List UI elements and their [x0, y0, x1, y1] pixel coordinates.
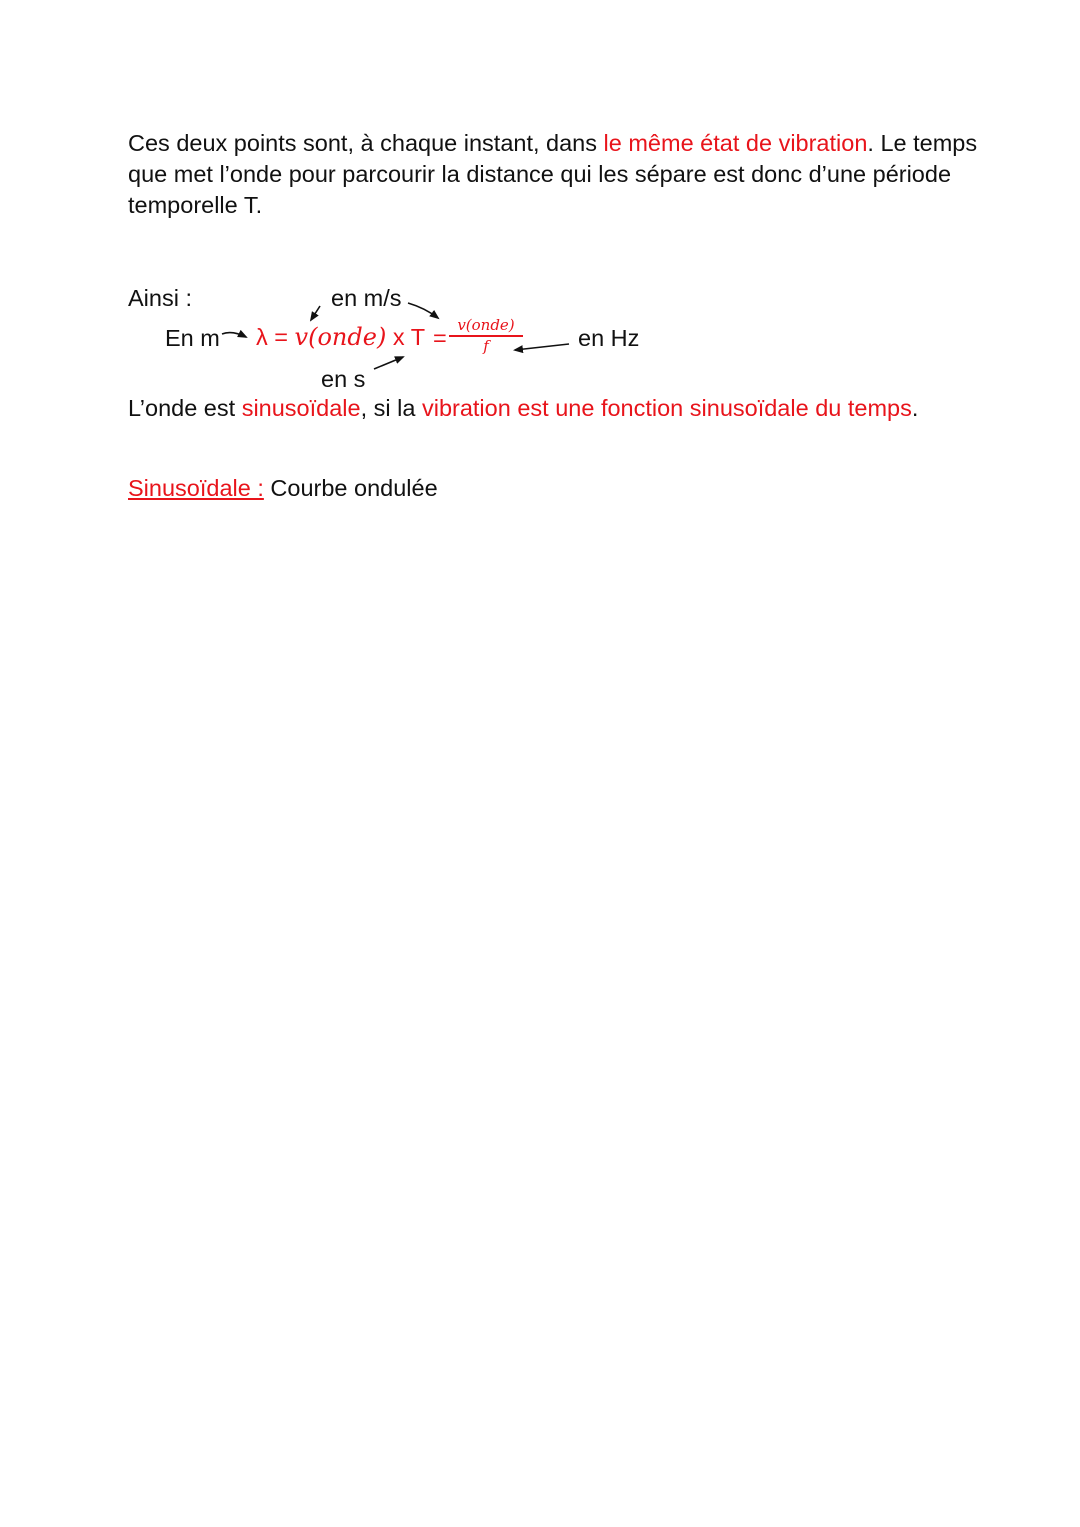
paragraph2-text-end: .: [911, 395, 919, 421]
paragraph2-highlight-sinusoidal: sinusoïdale: [241, 395, 361, 421]
unit-velocity-label: en m/s: [331, 285, 402, 311]
times-period-term: x T: [386, 324, 426, 350]
arrow-period-unit-to-T: [374, 357, 403, 369]
unit-period-label: en s: [321, 366, 366, 392]
definition-sinusoidal: [128, 473, 988, 504]
paragraph2-highlight-vibration: vibration est une fonction sinusoïdale du temps: [421, 395, 912, 421]
unit-lambda-label: En m: [165, 325, 220, 351]
velocity-term: v(onde): [294, 323, 387, 351]
formula-intro: Ainsi :: [128, 285, 192, 311]
paragraph1-highlight: le même état de vibration: [603, 130, 868, 156]
lambda-equals: λ =: [256, 324, 295, 350]
unit-frequency-label: en Hz: [578, 325, 640, 351]
paragraph-sinusoidal-wave: [128, 393, 988, 424]
paragraph2-text-middle: , si la: [360, 395, 422, 421]
definition-text: Courbe ondulée: [263, 475, 438, 501]
equals-sign: =: [433, 325, 447, 351]
arrow-velocity-unit-to-v: [311, 306, 320, 320]
arrow-unit-to-lambda: [222, 333, 246, 337]
paragraph2-text-start: L’onde est: [128, 395, 242, 421]
definition-term: Sinusoïdale :: [128, 475, 264, 501]
fraction-denominator: f: [483, 337, 489, 355]
fraction-numerator: v(onde): [457, 316, 515, 334]
paragraph1-text-start: Ces deux points sont, à chaque instant, dans: [128, 130, 604, 156]
arrow-velocity-unit-to-fraction: [408, 303, 438, 318]
paragraph1-text-end: . Le temps que met l’onde pour parcourir la distance qui les sépare est donc d’une période temporelle T.: [128, 130, 978, 218]
arrow-frequency-unit-to-f: [515, 344, 569, 350]
